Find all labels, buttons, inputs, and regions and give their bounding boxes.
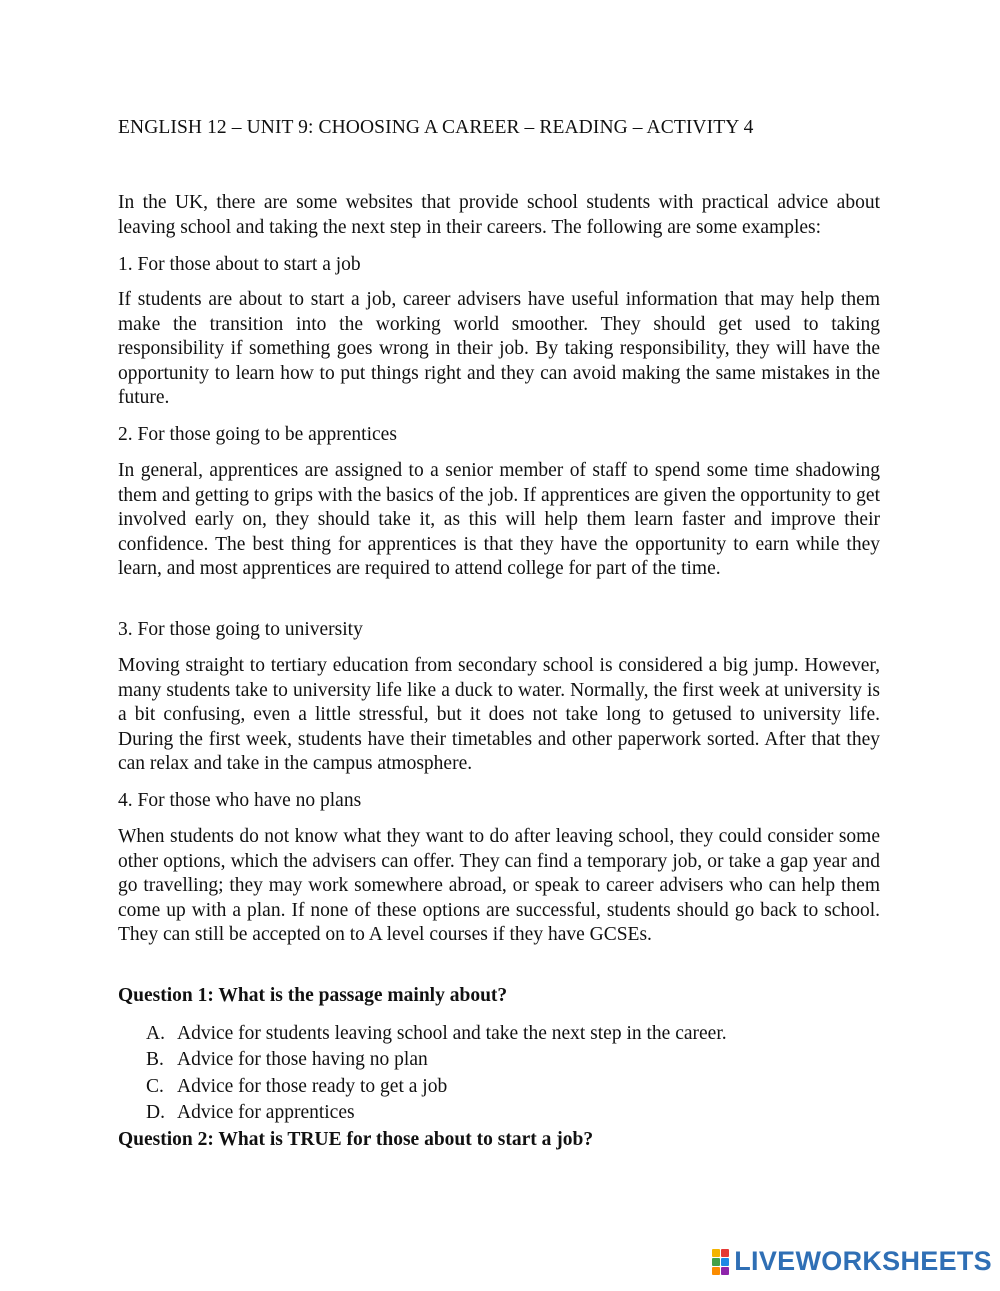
section-4-heading: 4. For those who have no plans	[118, 790, 362, 811]
logo-text: LIVEWORKSHEETS	[734, 1246, 992, 1276]
option-text: Advice for students leaving school and take the next step in the career.	[177, 1023, 727, 1044]
option-letter: C.	[146, 1075, 164, 1097]
option-text: Advice for apprentices	[177, 1101, 355, 1123]
option-letter: B.	[146, 1049, 164, 1071]
question-1-text: Question 1: What is the passage mainly about?	[118, 985, 508, 1006]
question-1-options	[146, 1021, 727, 1126]
liveworksheets-logo[interactable]	[712, 1246, 992, 1277]
section-2-body: In general, apprentices are assigned to a senior member of staff to spend some time shadowing them and getting to grips with the basics of the job. If apprentices are given the opportunity to get involved early on, they should take it, as this will help them learn faster and improve their confidence. The best thing for apprentices is that they have the opportunity to earn while they learn, and most apprentices are required to attend college for part of the time.	[118, 460, 880, 579]
liveworksheets-logo-icon	[712, 1249, 729, 1275]
page-title: ENGLISH 12 – UNIT 9: CHOOSING A CAREER – READING – ACTIVITY 4	[118, 117, 754, 138]
section-4-body: When students do not know what they want to do after leaving school, they could consider some other options, which the advisers can offer. They can find a temporary job, or take a gap year and go travelling; they may work somewhere abroad, or speak to career advisers who can help them come up with a plan. If none of these options are successful, students should go back to school. They can still be accepted on to A level courses if they have GCSEs.	[118, 826, 880, 945]
section-3-body: Moving straight to tertiary education from secondary school is considered a big jump. However, many students take to university life like a duck to water. Normally, the first week at university is a bit confusing, even a little stressful, but it does not take long to getused to university life. During the first week, students have their timetables and other paperwork sorted. After that they can relax and take in the campus atmosphere.	[118, 655, 880, 774]
option-text: Advice for those ready to get a job	[177, 1075, 448, 1097]
section-2-heading: 2. For those going to be apprentices	[118, 424, 397, 445]
option-a[interactable]	[146, 1021, 727, 1047]
option-letter: D.	[146, 1101, 165, 1123]
intro-paragraph: In the UK, there are some websites that provide school students with practical advice about leaving school and taking the next step in their careers. The following are some examples:	[118, 192, 880, 238]
option-c[interactable]	[146, 1074, 727, 1100]
section-1-body: If students are about to start a job, career advisers have useful information that may help them make the transition into the working world smoother. They should get used to taking responsibility if something goes wrong in their job. By taking responsibility, they will have the opportunity to learn how to put things right and they can avoid making the same mistakes in the future.	[118, 289, 880, 408]
option-text: Advice for those having no plan	[177, 1049, 428, 1071]
question-2-text: Question 2: What is TRUE for those about to start a job?	[118, 1129, 594, 1150]
option-b[interactable]	[146, 1047, 727, 1073]
section-1-heading: 1. For those about to start a job	[118, 254, 361, 275]
option-d[interactable]	[146, 1100, 727, 1126]
option-letter: A.	[146, 1023, 165, 1044]
section-3-heading: 3. For those going to university	[118, 619, 363, 640]
